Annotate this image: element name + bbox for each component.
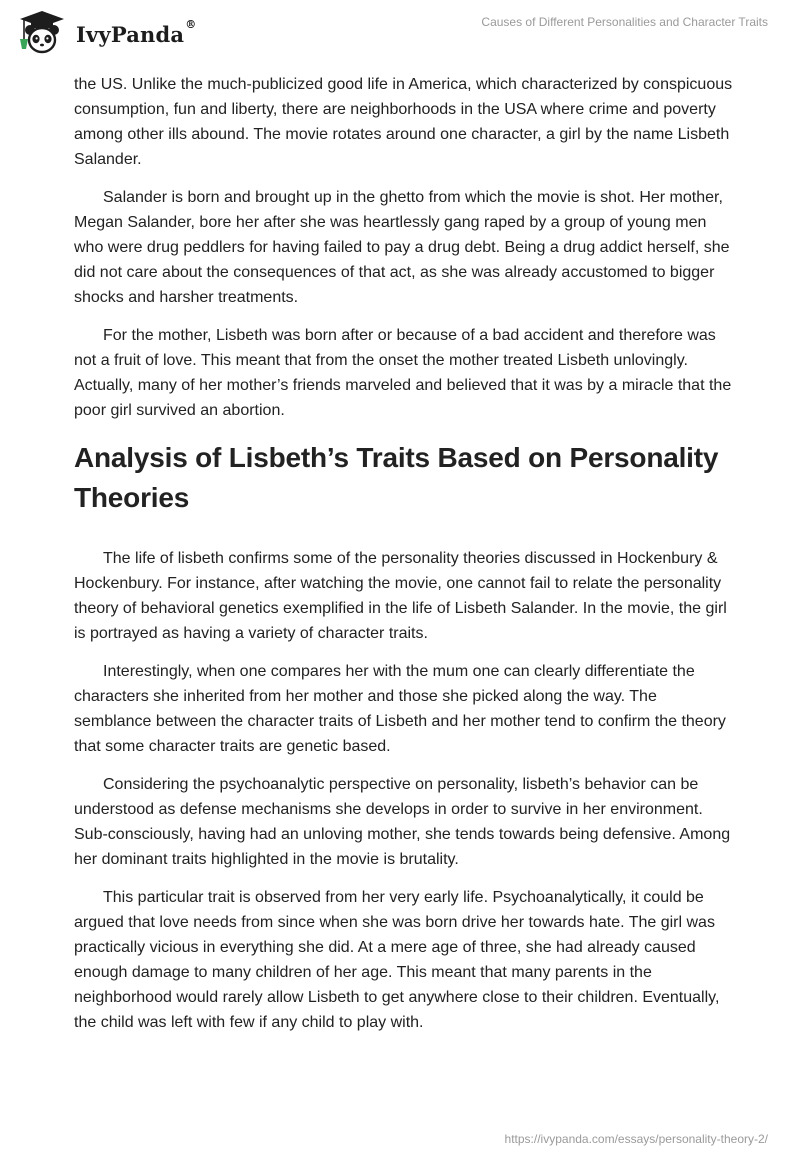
section-heading: Analysis of Lisbeth’s Traits Based on Personality Theories: [74, 442, 719, 513]
paragraph: Salander is born and brought up in the ghetto from which the movie is shot. Her mother, Megan Salander, bore her after she was heartlessly gang raped by a group of young men who were drug peddlers for having failed to pay a drug debt. Being a drug addict herself, she did not care about the consequences of that act, as she was already accustomed to bigger shocks and harsher treatments.: [74, 189, 730, 306]
paragraph: Interestingly, when one compares her with the mum one can clearly differentiate the characters she inherited from her mother and those she picked along the way. The semblance between the character traits of Lisbeth and her mother tend to confirm the theory that some character traits are genetic based.: [74, 663, 726, 755]
paragraph: The life of lisbeth confirms some of the personality theories discussed in Hockenbury & Hockenbury. For instance, after watching the movie, one cannot fail to relate the personality theory of behavioral genetics exemplified in the life of Lisbeth Salander. In the movie, the girl is portrayed as having a variety of character traits.: [74, 550, 727, 642]
paragraph: For the mother, Lisbeth was born after or because of a bad accident and therefore was not a fruit of love. This meant that from the onset the mother treated Lisbeth unlovingly. Actually, many of her mother’s friends marveled and believed that it was by a miracle that the poor girl survived an abortion.: [74, 327, 732, 419]
document-title: Causes of Different Personalities and Character Traits: [481, 15, 768, 29]
panda-graduate-icon: [14, 9, 70, 57]
brand-name: IvyPanda®: [76, 17, 197, 47]
brand-logo[interactable]: [14, 9, 196, 57]
essay-content: [74, 72, 734, 1048]
paragraph: This particular trait is observed from her very early life. Psychoanalytically, it could be argued that love needs from since when she was born drive her towards hate. The girl was practically vicious in everything she did. At a mere age of three, she had already caused enough damage to many children of her age. This meant that many parents in the neighborhood would rarely allow Lisbeth to get anywhere close to their children. Eventually, the child was left with few if any child to play with.: [74, 889, 720, 1031]
paragraph: the US. Unlike the much-publicized good life in America, which characterized by conspicuous consumption, fun and liberty, there are neighborhoods in the USA where crime and poverty among other ills abound. The movie rotates around one character, a girl by the name Lisbeth Salander.: [74, 76, 733, 168]
page-header: [0, 0, 800, 64]
source-url-link[interactable]: https://ivypanda.com/essays/personality-theory-2/: [504, 1132, 768, 1146]
paragraph: Considering the psychoanalytic perspective on personality, lisbeth’s behavior can be understood as defense mechanisms she develops in order to survive in her environment. Sub-consciously, having had an unloving mother, she tends towards being defensive. Among her dominant traits highlighted in the movie is brutality.: [74, 776, 731, 868]
registered-mark: ®: [185, 17, 197, 31]
